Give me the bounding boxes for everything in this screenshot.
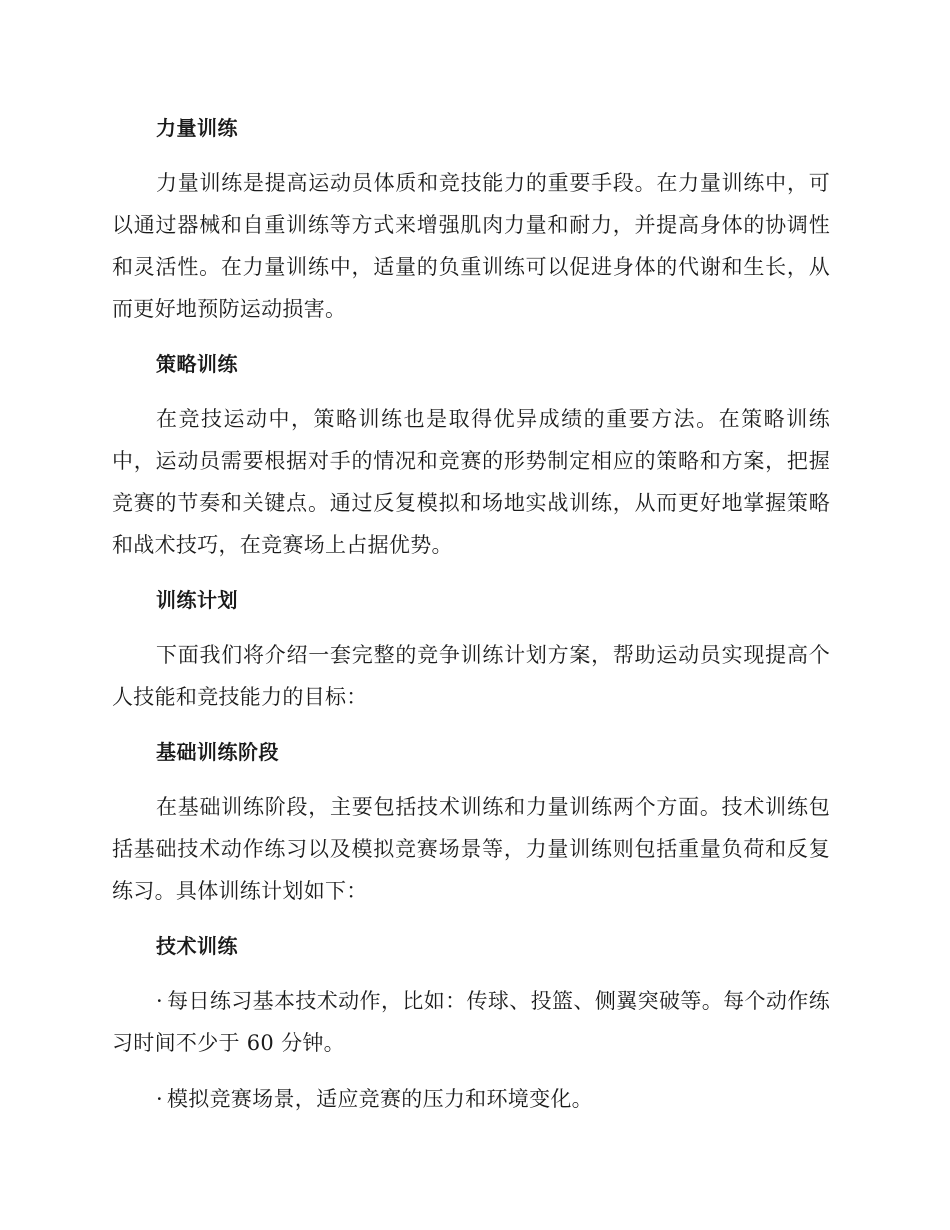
heading-strategy-training: 策略训练 bbox=[156, 352, 238, 376]
paragraph-strategy-training: 在竞技运动中，策略训练也是取得优异成绩的重要方法。在策略训练中，运动员需要根据对手的情况和竞赛的形势制定相应的策略和方案，把握竞赛的节奏和关键点。通过反复模拟和场地实战训练，从而更好地掌握策略和战术技巧，在竞赛场上占据优势。 bbox=[112, 407, 830, 557]
heading-basic-stage: 基础训练阶段 bbox=[156, 740, 279, 764]
bullet-item bbox=[112, 1078, 830, 1120]
paragraph-basic-stage: 在基础训练阶段，主要包括技术训练和力量训练两个方面。技术训练包括基础技术动作练习以及模拟竞赛场景等，力量训练则包括重量负荷和反复练习。具体训练计划如下： bbox=[112, 795, 830, 903]
paragraph-training-plan: 下面我们将介绍一套完整的竞争训练计划方案，帮助运动员实现提高个人技能和竞技能力的目标： bbox=[112, 643, 830, 709]
paragraph-strength-training: 力量训练是提高运动员体质和竞技能力的重要手段。在力量训练中，可以通过器械和自重训练等方式来增强肌肉力量和耐力，并提高身体的协调性和灵活性。在力量训练中，适量的负重训练可以促进身体的代谢和生长，从而更好地预防运动损害。 bbox=[112, 171, 830, 321]
bullet-dot-icon: · bbox=[156, 1087, 163, 1111]
bullet-text: 每日练习基本技术动作，比如：传球、投篮、侧翼突破等。每个动作练习时间不少于 60 分钟。 bbox=[112, 989, 830, 1055]
heading-strength-training: 力量训练 bbox=[156, 116, 238, 140]
bullet-item bbox=[112, 980, 830, 1064]
heading-training-plan: 训练计划 bbox=[156, 588, 238, 612]
bullet-dot-icon: · bbox=[156, 989, 163, 1013]
heading-technical-training: 技术训练 bbox=[156, 934, 238, 958]
bullet-text: 模拟竞赛场景，适应竞赛的压力和环境变化。 bbox=[166, 1087, 593, 1111]
